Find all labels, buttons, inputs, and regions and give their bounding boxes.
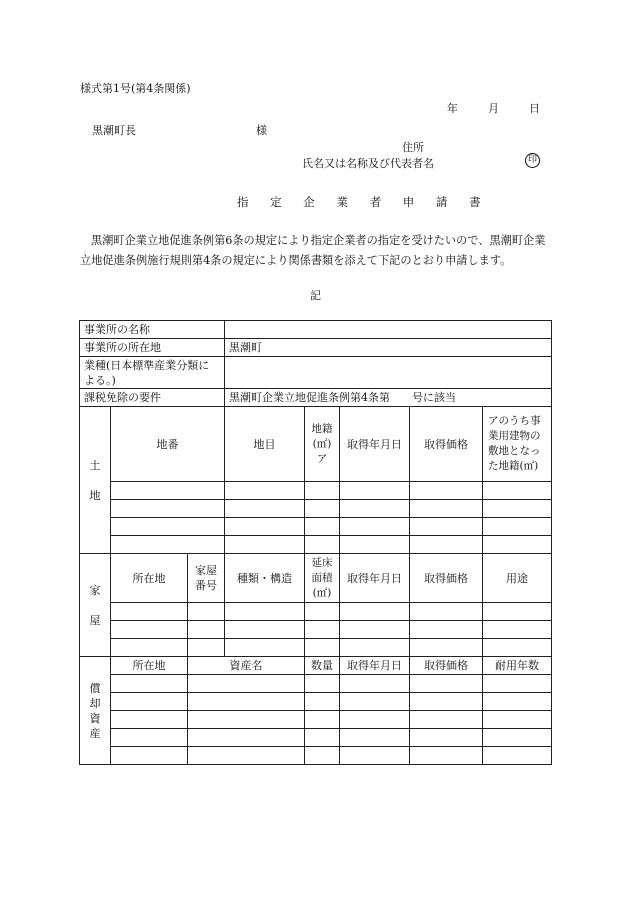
land-cell[interactable] [225,518,305,536]
land-cell[interactable] [483,500,552,518]
depreciable-row [80,675,552,693]
house-cell[interactable] [305,639,340,657]
depreciable-cell[interactable] [340,747,410,765]
land-cell[interactable] [483,536,552,554]
land-cell[interactable] [340,500,410,518]
house-header-acq-price: 取得価格 [410,554,483,603]
house-header-floor-area: 延床面積(㎡) [305,554,340,603]
depreciable-cell[interactable] [305,747,340,765]
depreciable-cell[interactable] [340,675,410,693]
depreciable-cell[interactable] [188,729,305,747]
land-cell[interactable] [111,500,225,518]
depreciable-cell[interactable] [483,675,552,693]
depreciable-cell[interactable] [188,693,305,711]
seal-mark: 印 [525,153,540,168]
honorific: 様 [256,124,267,137]
office-location-row [80,339,552,357]
depreciable-cell[interactable] [340,693,410,711]
house-header-use: 用途 [483,554,552,603]
depreciable-header-asset-name: 資産名 [188,657,305,675]
depreciable-side-char: 資 [89,711,101,725]
land-cell[interactable] [111,482,225,500]
depreciable-row [80,711,552,729]
depreciable-side-char: 償 [89,681,101,695]
land-header-lot: 地番 [111,407,225,482]
industry-label: 業種(日本標準産業分類による。) [80,357,225,389]
depreciable-cell[interactable] [410,675,483,693]
depreciable-header-useful-life: 耐用年数 [483,657,552,675]
land-side-char: 地 [89,488,101,502]
land-cell[interactable] [111,518,225,536]
depreciable-cell[interactable] [188,675,305,693]
tax-exemption-field[interactable]: 黒潮町企業立地促進条例第4条第 号に該当 [225,389,552,407]
land-cell[interactable] [305,536,340,554]
office-location-field[interactable]: 黒潮町 [225,339,552,357]
depreciable-cell[interactable] [410,747,483,765]
house-cell[interactable] [340,603,410,621]
address-label: 住所 [402,141,424,154]
house-cell[interactable] [410,639,483,657]
depreciable-header-acq-price: 取得価格 [410,657,483,675]
depreciable-header-quantity: 数量 [305,657,340,675]
office-name-field[interactable] [225,321,552,339]
depreciable-cell[interactable] [111,675,188,693]
depreciable-cell[interactable] [410,729,483,747]
depreciable-cell[interactable] [340,729,410,747]
depreciable-cell[interactable] [305,729,340,747]
depreciable-row [80,693,552,711]
ki-heading: 記 [310,289,321,302]
depreciable-cell[interactable] [483,693,552,711]
depreciable-cell[interactable] [188,711,305,729]
industry-field[interactable] [225,357,552,389]
depreciable-cell[interactable] [188,747,305,765]
depreciable-cell[interactable] [483,729,552,747]
house-cell[interactable] [225,603,305,621]
land-cell[interactable] [340,536,410,554]
tax-exemption-row [80,389,552,407]
house-side-char: 家 [89,583,101,597]
house-header-row [80,554,552,603]
depreciable-cell[interactable] [340,711,410,729]
land-cell[interactable] [305,518,340,536]
land-header-business-area: アのうち事業用建物の敷地となった地籍(㎡) [483,407,552,482]
land-cell[interactable] [410,536,483,554]
tax-exemption-label: 課税免除の要件 [80,389,225,407]
land-cell[interactable] [340,518,410,536]
body-text: 黒潮町企業立地促進条例第6条の規定により指定企業者の指定を受けたいので、黒潮町企業立地促進条例施行規則第4条の規定により関係書類を添えて下記のとおり申請します。 [80,234,546,267]
date-month: 月 [488,102,499,115]
addressee: 黒潮町長 [92,124,136,137]
depreciable-header-location: 所在地 [111,657,188,675]
depreciable-cell[interactable] [483,747,552,765]
document-title: 指 定 企 業 者 申 請 書 [237,195,490,209]
land-row [80,518,552,536]
depreciable-row [80,747,552,765]
office-name-label: 事業所の名称 [80,321,225,339]
depreciable-cell[interactable] [305,693,340,711]
office-location-label: 事業所の所在地 [80,339,225,357]
house-cell[interactable] [483,603,552,621]
land-header-acq-date: 取得年月日 [340,407,410,482]
land-cell[interactable] [410,482,483,500]
land-side-label [80,407,111,554]
depreciable-cell[interactable] [305,711,340,729]
land-header-row [80,407,552,482]
land-row [80,482,552,500]
depreciable-cell[interactable] [410,711,483,729]
land-row [80,536,552,554]
house-cell[interactable] [340,639,410,657]
land-cell[interactable] [340,482,410,500]
house-row [80,639,552,657]
land-cell[interactable] [111,536,225,554]
house-side-char: 屋 [89,613,101,627]
application-table [79,320,552,765]
depreciable-side-char: 却 [89,696,101,710]
depreciable-cell[interactable] [111,747,188,765]
land-cell[interactable] [225,536,305,554]
house-header-location: 所在地 [111,554,188,603]
depreciable-header-acq-date: 取得年月日 [340,657,410,675]
house-cell[interactable] [225,639,305,657]
house-cell[interactable] [188,603,225,621]
land-cell[interactable] [410,518,483,536]
house-cell[interactable] [225,621,305,639]
house-cell[interactable] [410,603,483,621]
house-cell[interactable] [188,639,225,657]
land-header-area: 地籍(㎡)ア [305,407,340,482]
land-cell[interactable] [483,518,552,536]
depreciable-cell[interactable] [111,729,188,747]
depreciable-cell[interactable] [111,711,188,729]
industry-row [80,357,552,389]
land-side-char: 土 [89,458,101,472]
date-line [447,100,540,116]
land-cell[interactable] [225,482,305,500]
land-cell[interactable] [305,482,340,500]
house-side-label [80,554,111,657]
depreciable-cell[interactable] [305,675,340,693]
house-cell[interactable] [188,621,225,639]
depreciable-row [80,729,552,747]
depreciable-side-char: 産 [89,726,101,740]
land-cell[interactable] [410,500,483,518]
depreciable-header-row [80,657,552,675]
house-cell[interactable] [483,639,552,657]
land-row [80,500,552,518]
office-name-row [80,321,552,339]
land-header-category: 地目 [225,407,305,482]
house-cell[interactable] [410,621,483,639]
depreciable-cell[interactable] [483,711,552,729]
house-cell[interactable] [111,639,188,657]
house-cell[interactable] [111,603,188,621]
date-day: 日 [529,102,540,115]
house-row [80,603,552,621]
applicant-name-label: 氏名又は名称及び代表者名 [302,157,434,170]
house-cell[interactable] [305,621,340,639]
house-cell[interactable] [483,621,552,639]
house-cell[interactable] [111,621,188,639]
land-cell[interactable] [483,482,552,500]
form-number: 様式第1号(第4条関係) [80,82,191,95]
land-cell[interactable] [225,500,305,518]
date-year: 年 [447,102,458,115]
depreciable-side-label [80,657,111,765]
house-header-number: 家屋番号 [188,554,225,603]
land-header-acq-price: 取得価格 [410,407,483,482]
land-cell[interactable] [305,500,340,518]
house-cell[interactable] [305,603,340,621]
house-header-acq-date: 取得年月日 [340,554,410,603]
house-row [80,621,552,639]
depreciable-cell[interactable] [410,693,483,711]
house-header-structure: 種類・構造 [225,554,305,603]
house-cell[interactable] [340,621,410,639]
depreciable-cell[interactable] [111,693,188,711]
